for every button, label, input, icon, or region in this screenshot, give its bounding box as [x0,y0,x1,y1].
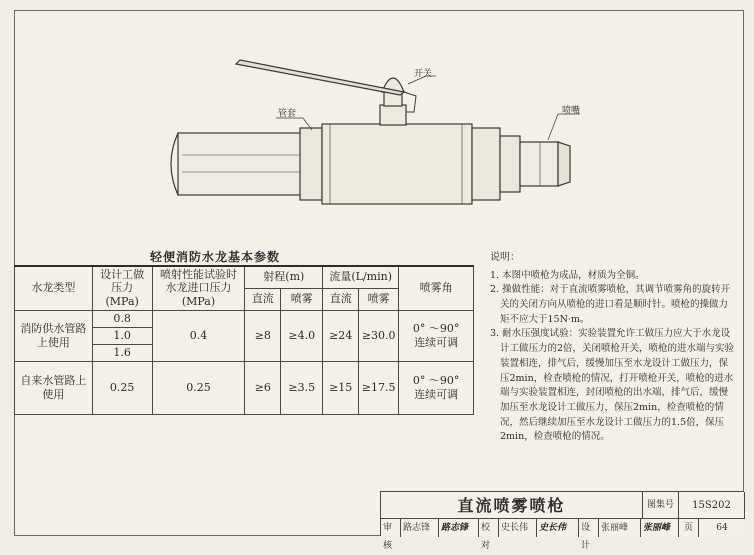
header-flow: 流量(L/min) [323,266,399,288]
cell-pressure: 1.6 [92,344,152,361]
review-label: 审核 [381,519,401,537]
cell-flow-straight: ≥24 [323,310,359,361]
atlas-number: 15S202 [679,492,745,519]
drawing-title: 直流喷雾喷枪 [381,492,643,519]
table-row-type: 自来水管路上使用 [15,361,93,414]
cell-angle: 0° ～90° 连续可调 [399,310,474,361]
title-block [380,491,744,551]
cell-pressure: 1.0 [92,327,152,344]
check-signature: 史长伟 [537,519,579,537]
design-signature: 张丽峰 [641,519,679,537]
notes-heading: 说明： [490,252,520,263]
switch-label: 开关 [414,69,433,79]
note-item: 1. 本图中喷枪为成品，材质为全铜。 [490,269,645,281]
table-row-type: 消防供水管路上使用 [15,310,93,361]
note-item: 3. 耐水压强度试验：实验装置允许工做压力应大于水龙设计工做压力的2倍，关闭喷枪开关，喷枪的进水端与实验装置相连，排气后，缓慢加压至水龙设计工做压力，保压2min，检查喷枪的情况，打开喷枪开关，喷枪的进水端与实验装置相连，封闭喷枪的出水端，排气后，缓慢加压至水龙设计工做压力，保压2min，检查喷枪的情况，然后继续加压至水龙设计工做压力的1.5倍，保压2min，检查喷枪的情况。 [490,328,735,443]
header-design-pressure: 设计工做 压力(MPa) [92,266,152,310]
check-name: 史长伟 [499,519,537,537]
cell-test: 0.4 [152,310,245,361]
cell-flow-spray: ≥30.0 [359,310,399,361]
signature-row [381,519,745,551]
header-angle: 喷雾角 [399,266,474,310]
atlas-label: 图集号 [643,492,679,519]
design-name: 张丽峰 [599,519,641,537]
cell-range-straight: ≥8 [245,310,281,361]
nozzle [520,142,558,186]
header-range-straight: 直流 [245,288,281,310]
cell-range-spray: ≥3.5 [281,361,323,414]
header-test-pressure: 喷射性能试验时 水龙进口压力 (MPa) [152,266,245,310]
header-type: 水龙类型 [15,266,93,310]
review-signature: 路志锋 [439,519,479,537]
note-item: 2. 操做性能：对于直流喷雾喷枪，其调节喷雾角的旋转开关的关闭方向从喷枪的进口看是顺时针。喷枪的操做力矩不应大于15N·m。 [490,284,731,325]
review-name: 路志锋 [401,519,439,537]
page-label: 页 [679,519,699,537]
cell-pressure: 0.8 [92,310,152,327]
nozzle-label: 喷嘴 [562,106,581,116]
cell-flow-straight: ≥15 [323,361,359,414]
table-title: 轻便消防水龙基本参数 [150,250,281,264]
page-number: 64 [716,523,728,533]
pipe-body [178,133,318,195]
cell-flow-spray: ≥17.5 [359,361,399,414]
notes-section [490,250,735,445]
valve-handle [236,60,404,95]
sleeve-label: 管套 [278,109,297,119]
valve-body [322,124,472,204]
cell-pressure: 0.25 [92,361,152,414]
header-range: 射程(m) [245,266,323,288]
pipe-sleeve [300,128,322,200]
check-label: 校对 [479,519,499,537]
header-range-spray: 喷雾 [281,288,323,310]
parameter-table [14,265,474,415]
header-flow-spray: 喷雾 [359,288,399,310]
design-label: 设计 [579,519,599,537]
header-flow-straight: 直流 [323,288,359,310]
cell-test: 0.25 [152,361,245,414]
cell-range-straight: ≥6 [245,361,281,414]
cell-range-spray: ≥4.0 [281,310,323,361]
nozzle-drawing [0,0,754,250]
cell-angle: 0° ～90° 连续可调 [399,361,474,414]
